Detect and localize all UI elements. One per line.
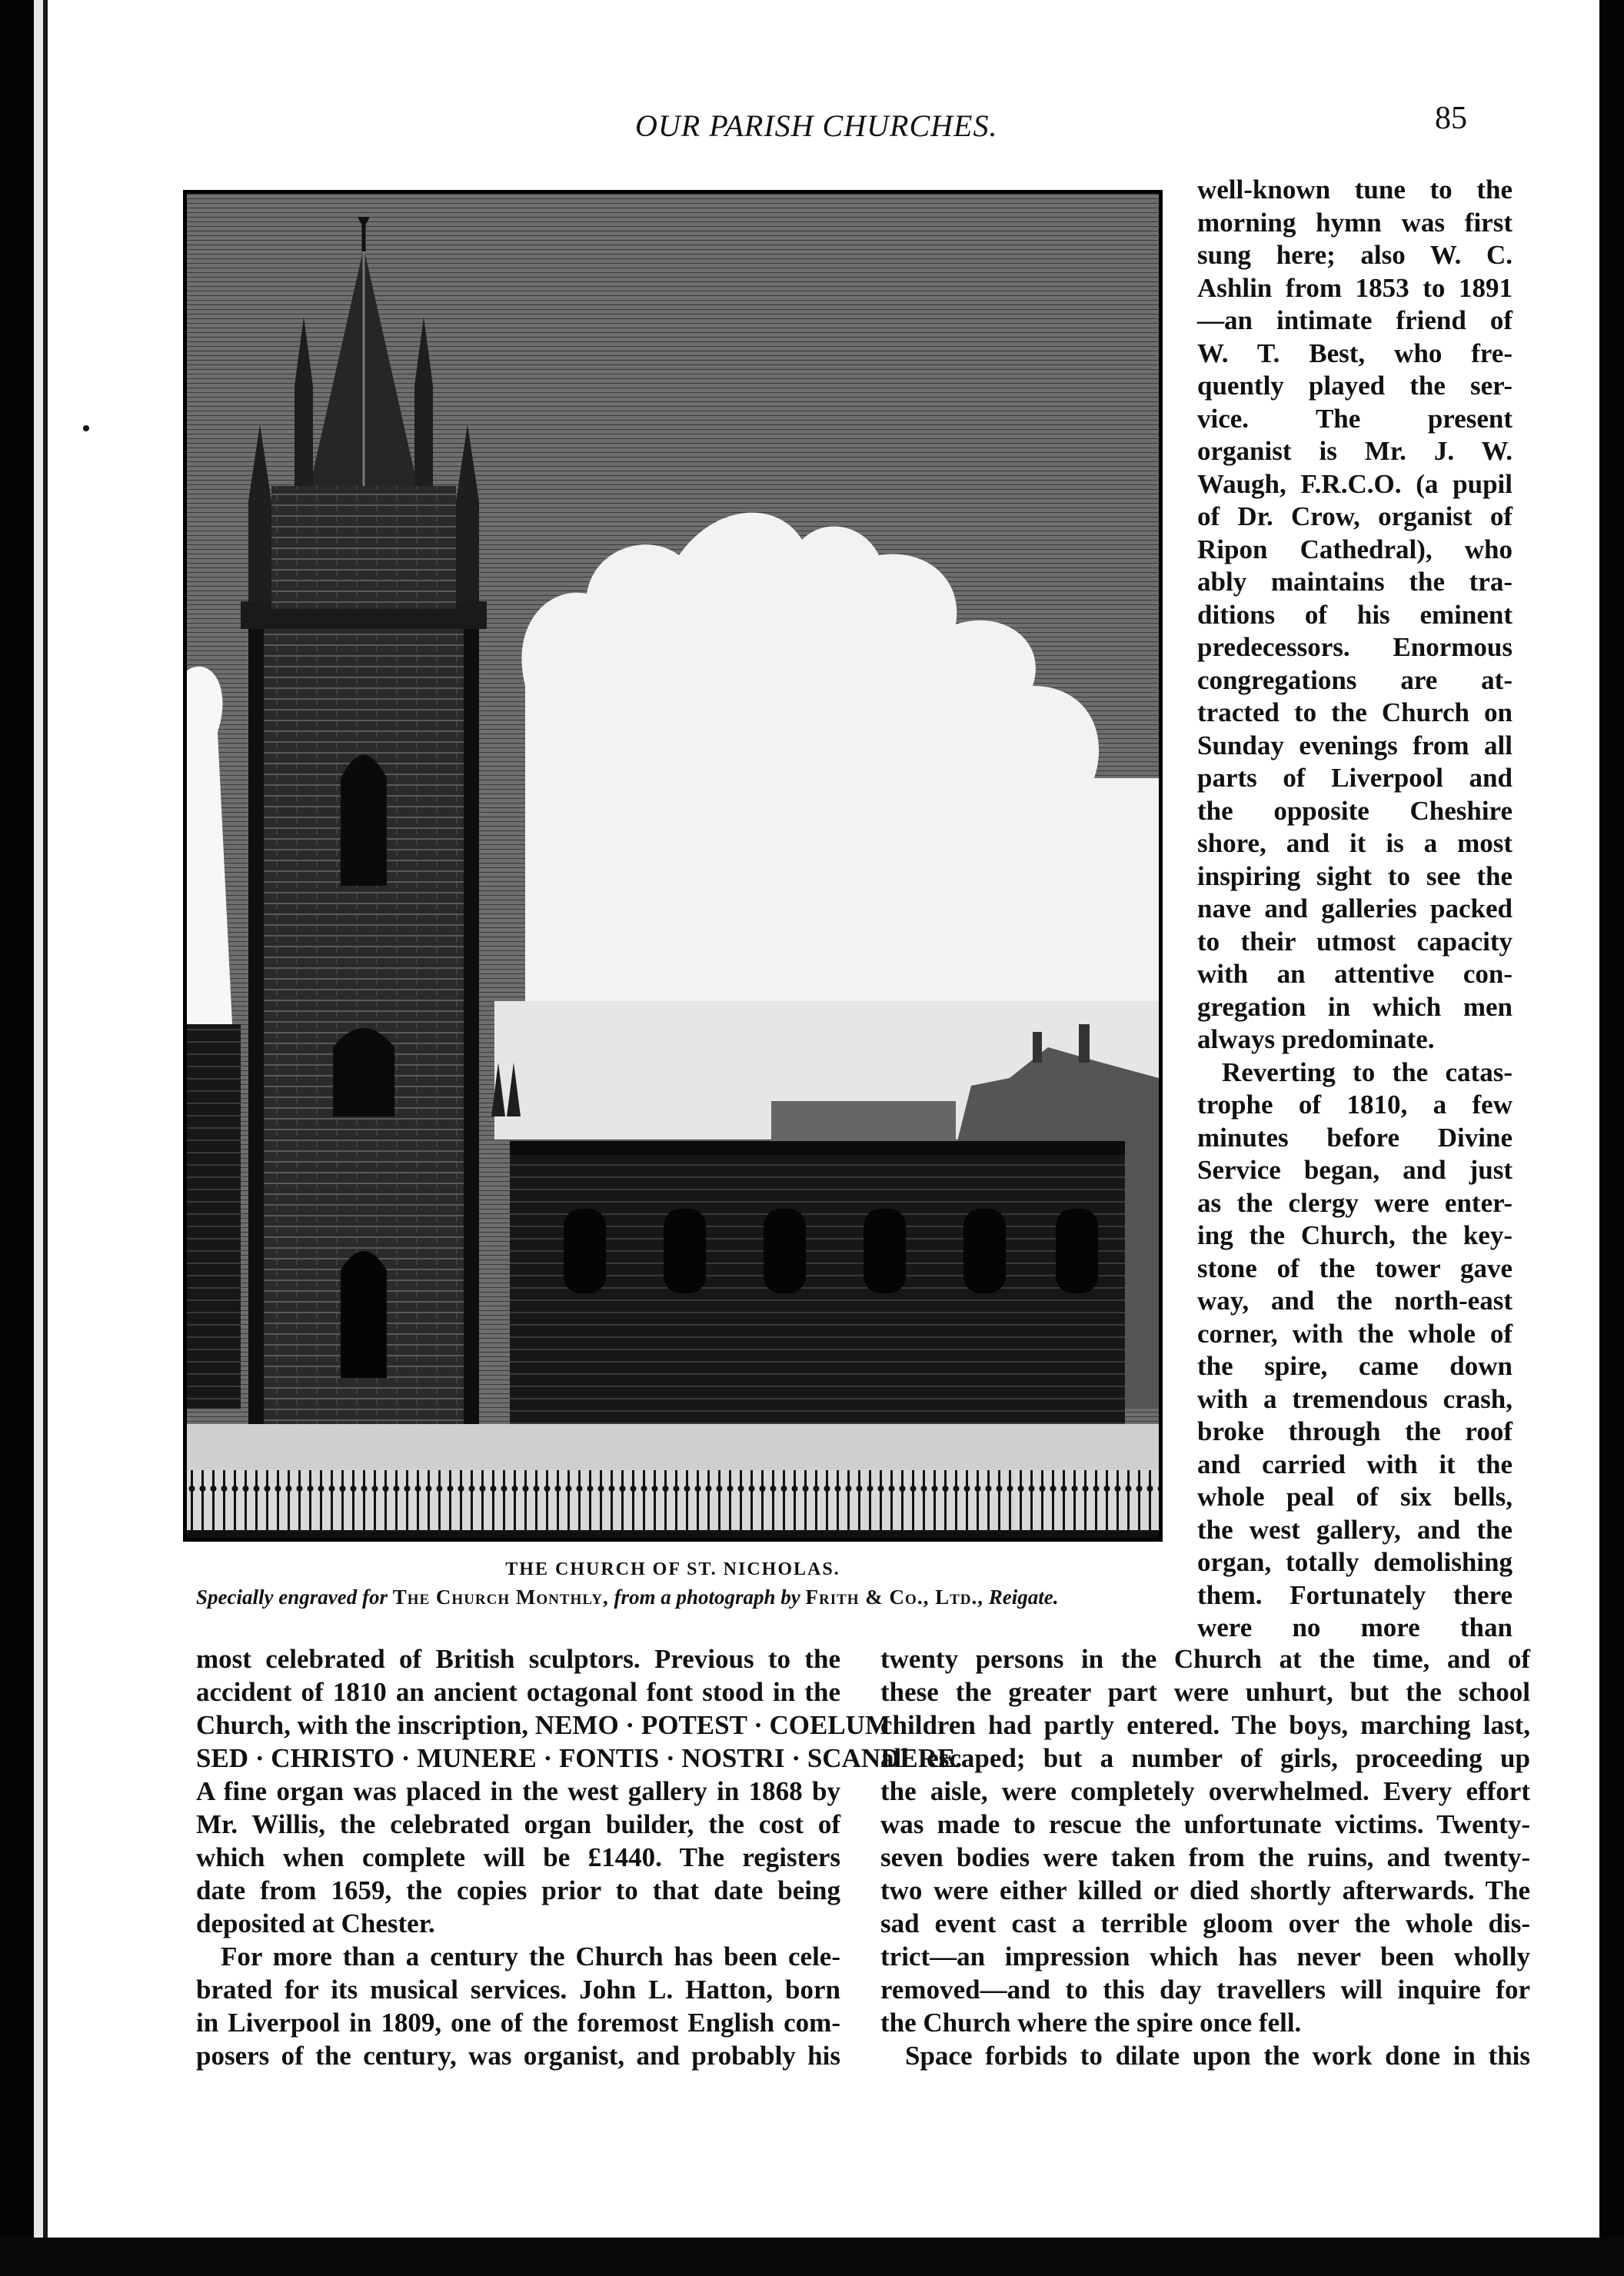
text-line: children had partly entered. The boys, marching last,: [880, 1710, 1530, 1740]
church-illustration: [187, 194, 1159, 1538]
text-line: in Liverpool in 1809, one of the foremost English com-: [196, 2008, 840, 2038]
right-column-text: [880, 1642, 1530, 2072]
text-line: sad event cast a terrible gloom over the whole dis-: [880, 1908, 1530, 1938]
text-line: A fine organ was placed in the west gallery in 1868 by: [196, 1776, 840, 1806]
text-line: ditions of his eminent: [1197, 599, 1513, 630]
text-line: SED · CHRISTO · MUNERE · FONTIS · NOSTRI · SCANDERE.: [196, 1743, 963, 1773]
text-line: parts of Liverpool and: [1197, 763, 1513, 793]
text-line: the west gallery, and the: [1197, 1514, 1513, 1545]
text-line: organ, totally demolishing: [1197, 1547, 1513, 1577]
text-line: accident of 1810 an ancient octagonal font stood in the: [196, 1677, 840, 1707]
text-line: trophe of 1810, a few: [1197, 1090, 1513, 1120]
text-line: shore, and it is a most: [1197, 828, 1513, 858]
iron-railing: [187, 1470, 1159, 1532]
text-line: Waugh, F.R.C.O. (a pupil: [1197, 468, 1513, 499]
text-line: nave and galleries packed: [1197, 893, 1513, 923]
text-line: seven bodies were taken from the ruins, and twenty-: [880, 1842, 1530, 1872]
text-line: Space forbids to dilate upon the work done in this: [905, 2041, 1530, 2071]
text-line: vice. The present: [1197, 403, 1513, 434]
text-line: which when complete will be £1440. The registers: [196, 1842, 840, 1872]
text-line: the spire, came down: [1197, 1351, 1513, 1381]
church-engraving: [183, 190, 1163, 1542]
page-number: 85: [1435, 101, 1467, 136]
text-line: date from 1659, the copies prior to that date being: [196, 1875, 840, 1905]
text-line: brated for its musical services. John L. Hatton, born: [196, 1975, 840, 2005]
text-line: to their utmost capacity: [1197, 926, 1513, 957]
text-line: morning hymn was first: [1197, 207, 1513, 238]
text-line: corner, with the whole of: [1197, 1318, 1513, 1349]
scan-border-right: [1599, 0, 1624, 2276]
tower-lantern: [271, 486, 456, 609]
text-line: way, and the north-east: [1197, 1286, 1513, 1316]
text-line: the Church where the spire once fell.: [880, 2008, 1302, 2038]
text-line: with an attentive con-: [1197, 959, 1513, 989]
text-line: two were either killed or died shortly afterwards. The: [880, 1875, 1530, 1905]
text-line: W. T. Best, who fre-: [1197, 338, 1513, 368]
text-line: these the greater part were unhurt, but the school: [880, 1677, 1530, 1707]
credit-middle: from a photograph by: [614, 1586, 800, 1609]
side-paragraph-catastrophe: [1197, 1056, 1513, 1645]
left-column-text: [196, 1642, 963, 2072]
text-line: quently played the ser-: [1197, 371, 1513, 401]
text-line: Ashlin from 1853 to 1891: [1197, 272, 1513, 303]
text-line: of Dr. Crow, organist of: [1197, 501, 1513, 531]
scan-border-left: [0, 0, 34, 2276]
right-paragraph-victims: [880, 1642, 1530, 2039]
text-line: twenty persons in the Church at the time, and of: [880, 1644, 1530, 1674]
text-line: congregations are at-: [1197, 664, 1513, 695]
side-column-text: [1197, 174, 1513, 1645]
text-line: minutes before Divine: [1197, 1122, 1513, 1153]
text-line: Ripon Cathedral), who: [1197, 534, 1513, 564]
text-line: most celebrated of British sculptors. Previous to the: [196, 1644, 840, 1674]
text-line: inspiring sight to see the: [1197, 860, 1513, 891]
text-line: gregation in which men: [1197, 991, 1513, 1022]
scan-border-gap: [34, 0, 43, 2276]
stray-mark: [83, 425, 89, 431]
left-paragraph-music: [196, 1940, 840, 2072]
running-head: OUR PARISH CHURCHES.: [635, 108, 998, 143]
text-line: Church, with the inscription, NEMO · POTEST · COELUM: [196, 1710, 890, 1740]
text-line: posers of the century, was organist, and probably his: [196, 2041, 840, 2071]
text-line: Service began, and just: [1197, 1155, 1513, 1185]
credit-publication: The Church Monthly,: [392, 1586, 609, 1609]
text-line: sung here; also W. C.: [1197, 240, 1513, 270]
text-line: all escaped; but a number of girls, proceeding up: [880, 1743, 1530, 1773]
text-line: For more than a century the Church has been cele-: [221, 1942, 840, 1972]
text-line: well-known tune to the: [1197, 175, 1513, 205]
text-line: were no more than: [1197, 1612, 1513, 1642]
right-paragraph-space: [880, 2039, 1530, 2072]
text-line: ing the Church, the key-: [1197, 1220, 1513, 1250]
text-line: predecessors. Enormous: [1197, 632, 1513, 662]
credit-prefix: Specially engraved for: [196, 1586, 388, 1609]
text-line: was made to rescue the unfortunate victims. Twenty-: [880, 1809, 1530, 1839]
text-line: with a tremendous crash,: [1197, 1383, 1513, 1414]
text-line: Mr. Willis, the celebrated organ builder, the cost of: [196, 1809, 840, 1839]
text-line: stone of the tower gave: [1197, 1253, 1513, 1283]
figure-credit: [196, 1586, 1180, 1609]
credit-place: Reigate.: [988, 1586, 1059, 1609]
text-line: as the clergy were enter-: [1197, 1187, 1513, 1218]
text-line: broke through the roof: [1197, 1416, 1513, 1446]
scan-border-bottom: [0, 2238, 1624, 2276]
text-line: and carried with it the: [1197, 1449, 1513, 1479]
text-line: the opposite Cheshire: [1197, 795, 1513, 826]
tower-middle-window: [333, 1028, 394, 1116]
text-line: organist is Mr. J. W.: [1197, 436, 1513, 466]
text-line: removed—and to this day travellers will inquire for: [880, 1975, 1530, 2005]
tower-door: [341, 1251, 387, 1378]
credit-photographer: Frith & Co., Ltd.,: [805, 1586, 983, 1609]
text-line: trict—an impression which has never been wholly: [880, 1942, 1530, 1972]
text-line: ably maintains the tra-: [1197, 567, 1513, 597]
text-line: Sunday evenings from all: [1197, 730, 1513, 760]
text-line: deposited at Chester.: [196, 1908, 435, 1938]
figure-caption-title: THE CHURCH OF ST. NICHOLAS.: [505, 1559, 840, 1579]
text-line: whole peal of six bells,: [1197, 1482, 1513, 1512]
churchyard-ground: [187, 1424, 1159, 1470]
text-line: Reverting to the catas-: [1222, 1056, 1513, 1087]
tower-upper-window: [341, 755, 387, 886]
text-line: —an intimate friend of: [1197, 305, 1513, 335]
text-line: always predominate.: [1197, 1024, 1435, 1054]
text-line: them. Fortunately there: [1197, 1579, 1513, 1610]
text-line: the aisle, were completely overwhelmed. Every effort: [880, 1776, 1530, 1806]
scan-border-rule: [43, 0, 48, 2276]
side-paragraph-organists: [1197, 174, 1513, 1056]
left-paragraph-font: [196, 1642, 963, 1940]
left-building: [187, 1024, 241, 1409]
text-line: tracted to the Church on: [1197, 697, 1513, 727]
